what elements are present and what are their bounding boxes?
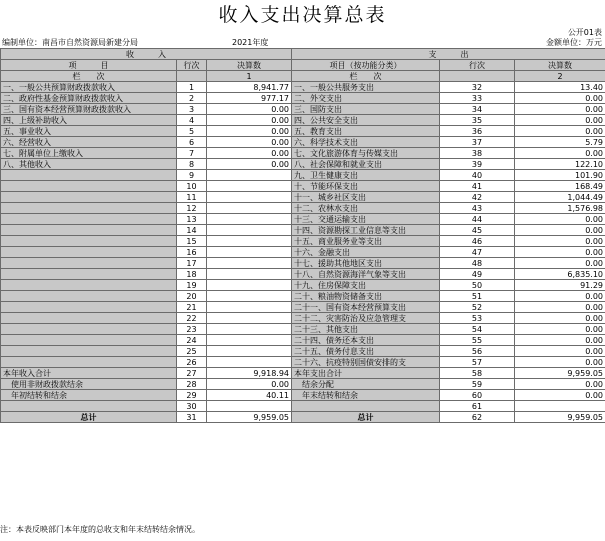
- report-title: 收入支出决算总表: [218, 4, 387, 26]
- income-item-cell: [1, 225, 177, 236]
- income-item-cell: 总计: [1, 412, 177, 423]
- expense-amount-cell: 0.00: [515, 379, 605, 390]
- expense-amount-cell: 9,959.05: [515, 412, 605, 423]
- expense-item-cell: 九、卫生健康支出: [292, 170, 440, 181]
- expense-item-cell: [292, 401, 440, 412]
- expense-rownum-cell: 61: [440, 401, 515, 412]
- expense-item-cell: 四、公共安全支出: [292, 115, 440, 126]
- expense-rownum-cell: 55: [440, 335, 515, 346]
- fiscal-year: 2021年度: [232, 38, 269, 47]
- income-amount-cell: [207, 357, 292, 368]
- expense-item-cell: 二十六、抗疫特别国债安排的支: [292, 357, 440, 368]
- income-rownum-cell: 3: [177, 104, 207, 115]
- expense-rownum-cell: 42: [440, 192, 515, 203]
- income-col-index: 1: [207, 71, 292, 82]
- income-rownum-cell: 29: [177, 390, 207, 401]
- income-amount-header: 决算数: [207, 60, 292, 71]
- income-item-cell: [1, 335, 177, 346]
- income-item-cell: 二、政府性基金预算财政拨款收入: [1, 93, 177, 104]
- expense-rownum-cell: 48: [440, 258, 515, 269]
- income-rownum-cell: 16: [177, 247, 207, 258]
- income-amount-cell: 0.00: [207, 148, 292, 159]
- table-row: [1, 335, 605, 346]
- expense-amount-cell: 1,576.98: [515, 203, 605, 214]
- income-rownum-cell: 31: [177, 412, 207, 423]
- expense-item-cell: 二、外交支出: [292, 93, 440, 104]
- income-item-cell: [1, 170, 177, 181]
- expense-item-cell: 二十一、国有资本经营预算支出: [292, 302, 440, 313]
- expense-rownum-header: 行次: [440, 60, 515, 71]
- expense-rownum-cell: 54: [440, 324, 515, 335]
- income-amount-cell: [207, 280, 292, 291]
- income-rownum-cell: 11: [177, 192, 207, 203]
- income-item-cell: [1, 192, 177, 203]
- income-rownum-cell: 5: [177, 126, 207, 137]
- income-rownum-cell: 15: [177, 236, 207, 247]
- expense-item-cell: 十九、住房保障支出: [292, 280, 440, 291]
- expense-rownum-cell: 35: [440, 115, 515, 126]
- table-row: [1, 247, 605, 258]
- expense-item-cell: 十七、援助其他地区支出: [292, 258, 440, 269]
- income-rownum-cell: 24: [177, 335, 207, 346]
- income-amount-cell: 9,918.94: [207, 368, 292, 379]
- amount-unit: 金额单位：万元: [546, 38, 602, 47]
- expense-rownum-cell: 49: [440, 269, 515, 280]
- expense-item-cell: 本年支出合计: [292, 368, 440, 379]
- income-amount-cell: [207, 313, 292, 324]
- expense-item-cell: 五、教育支出: [292, 126, 440, 137]
- income-item-cell: 八、其他收入: [1, 159, 177, 170]
- expense-item-cell: 二十三、其他支出: [292, 324, 440, 335]
- income-amount-cell: [207, 324, 292, 335]
- income-amount-cell: [207, 335, 292, 346]
- income-amount-cell: [207, 236, 292, 247]
- income-rownum-header: 行次: [177, 60, 207, 71]
- expense-amount-cell: 0.00: [515, 104, 605, 115]
- income-rownum-cell: 20: [177, 291, 207, 302]
- income-item-cell: [1, 324, 177, 335]
- expense-amount-cell: 168.49: [515, 181, 605, 192]
- table-row: [1, 324, 605, 335]
- expense-rownum-blank: [440, 71, 515, 82]
- expense-rownum-cell: 34: [440, 104, 515, 115]
- expense-item-cell: 十八、自然资源海洋气象等支出: [292, 269, 440, 280]
- expense-rownum-cell: 39: [440, 159, 515, 170]
- income-item-cell: [1, 291, 177, 302]
- expense-amount-cell: 91.29: [515, 280, 605, 291]
- expense-amount-cell: 0.00: [515, 324, 605, 335]
- income-item-header: 项 目: [1, 60, 177, 71]
- income-amount-cell: 0.00: [207, 104, 292, 115]
- expense-rownum-cell: 43: [440, 203, 515, 214]
- total-row: [1, 412, 605, 423]
- expense-rownum-cell: 32: [440, 82, 515, 93]
- income-amount-cell: 0.00: [207, 115, 292, 126]
- expense-rownum-cell: 62: [440, 412, 515, 423]
- expense-item-cell: 六、科学技术支出: [292, 137, 440, 148]
- table-row: [1, 280, 605, 291]
- income-rownum-cell: 14: [177, 225, 207, 236]
- expense-item-cell: 十六、金融支出: [292, 247, 440, 258]
- expense-amount-cell: 0.00: [515, 115, 605, 126]
- income-amount-cell: [207, 291, 292, 302]
- expense-amount-cell: 13.40: [515, 82, 605, 93]
- income-rownum-cell: 12: [177, 203, 207, 214]
- income-amount-cell: 977.17: [207, 93, 292, 104]
- table-row: [1, 148, 605, 159]
- income-item-cell: [1, 313, 177, 324]
- income-section-header: 收 入: [1, 49, 292, 60]
- income-rownum-cell: 25: [177, 346, 207, 357]
- income-item-cell: 使用非财政拨款结余: [1, 379, 177, 390]
- table-row: [1, 313, 605, 324]
- income-amount-cell: [207, 346, 292, 357]
- expense-item-cell: 十四、资源勘探工业信息等支出: [292, 225, 440, 236]
- expense-rownum-cell: 52: [440, 302, 515, 313]
- table-row: [1, 192, 605, 203]
- income-rownum-cell: 21: [177, 302, 207, 313]
- footnote: 注：本表反映部门本年度的总收支和年末结转结余情况。: [0, 525, 200, 534]
- income-amount-cell: [207, 269, 292, 280]
- income-rownum-cell: 8: [177, 159, 207, 170]
- income-amount-cell: 8,941.77: [207, 82, 292, 93]
- income-rownum-cell: 2: [177, 93, 207, 104]
- income-rownum-blank: [177, 71, 207, 82]
- expense-rownum-cell: 57: [440, 357, 515, 368]
- income-rownum-cell: 6: [177, 137, 207, 148]
- income-item-cell: 五、事业收入: [1, 126, 177, 137]
- income-item-cell: 六、经营收入: [1, 137, 177, 148]
- income-rownum-cell: 30: [177, 401, 207, 412]
- income-rownum-cell: 22: [177, 313, 207, 324]
- expense-amount-cell: 6,835.10: [515, 269, 605, 280]
- expense-amount-cell: 0.00: [515, 291, 605, 302]
- expense-section-header: 支 出: [292, 49, 605, 60]
- table-row: [1, 291, 605, 302]
- table-row: [1, 203, 605, 214]
- table-row: [1, 104, 605, 115]
- table-row: [1, 225, 605, 236]
- expense-amount-cell: 5.79: [515, 137, 605, 148]
- expense-rownum-cell: 41: [440, 181, 515, 192]
- expense-amount-cell: 0.00: [515, 302, 605, 313]
- income-rownum-cell: 28: [177, 379, 207, 390]
- expense-rownum-cell: 53: [440, 313, 515, 324]
- summary-row: [1, 379, 605, 390]
- income-rownum-cell: 27: [177, 368, 207, 379]
- expense-item-cell: 二十二、灾害防治及应急管理支: [292, 313, 440, 324]
- income-expense-table: [0, 48, 605, 423]
- income-item-cell: [1, 247, 177, 258]
- table-row: [1, 302, 605, 313]
- table-row: [1, 181, 605, 192]
- expense-item-cell: 十三、交通运输支出: [292, 214, 440, 225]
- expense-amount-cell: [515, 401, 605, 412]
- income-amount-cell: [207, 247, 292, 258]
- table-row: [1, 82, 605, 93]
- income-item-cell: [1, 258, 177, 269]
- summary-row: [1, 401, 605, 412]
- expense-rownum-cell: 33: [440, 93, 515, 104]
- income-item-cell: [1, 181, 177, 192]
- expense-amount-cell: 0.00: [515, 335, 605, 346]
- income-item-cell: [1, 236, 177, 247]
- section-header-row: [1, 49, 605, 60]
- expense-amount-cell: 0.00: [515, 313, 605, 324]
- income-item-cell: [1, 357, 177, 368]
- expense-rownum-cell: 51: [440, 291, 515, 302]
- income-item-cell: 年初结转和结余: [1, 390, 177, 401]
- income-item-cell: [1, 269, 177, 280]
- income-item-cell: 三、国有资本经营预算财政拨款收入: [1, 104, 177, 115]
- table-row: [1, 236, 605, 247]
- expense-col-label: 栏 次: [292, 71, 440, 82]
- table-row: [1, 258, 605, 269]
- expense-item-header: 项目（按功能分类）: [292, 60, 440, 71]
- table-row: [1, 115, 605, 126]
- income-amount-cell: 9,959.05: [207, 412, 292, 423]
- expense-rownum-cell: 40: [440, 170, 515, 181]
- table-row: [1, 214, 605, 225]
- table-row: [1, 159, 605, 170]
- expense-amount-cell: 0.00: [515, 214, 605, 225]
- expense-rownum-cell: 58: [440, 368, 515, 379]
- expense-item-cell: 二十五、债务付息支出: [292, 346, 440, 357]
- expense-item-cell: 十一、城乡社区支出: [292, 192, 440, 203]
- unit-label: 编制单位：南昌市自然资源局新建分局: [2, 38, 138, 47]
- expense-item-cell: 年末结转和结余: [292, 390, 440, 401]
- table-row: [1, 346, 605, 357]
- income-item-cell: 四、上级补助收入: [1, 115, 177, 126]
- expense-rownum-cell: 45: [440, 225, 515, 236]
- income-amount-cell: 0.00: [207, 126, 292, 137]
- expense-item-cell: 七、文化旅游体育与传媒支出: [292, 148, 440, 159]
- income-item-cell: 本年收入合计: [1, 368, 177, 379]
- table-row: [1, 170, 605, 181]
- expense-item-cell: 结余分配: [292, 379, 440, 390]
- income-rownum-cell: 23: [177, 324, 207, 335]
- expense-item-cell: 十二、农林水支出: [292, 203, 440, 214]
- income-amount-cell: 0.00: [207, 379, 292, 390]
- income-amount-cell: [207, 181, 292, 192]
- expense-amount-cell: 0.00: [515, 148, 605, 159]
- expense-item-cell: 一、一般公共服务支出: [292, 82, 440, 93]
- income-amount-cell: 0.00: [207, 159, 292, 170]
- expense-amount-cell: 0.00: [515, 126, 605, 137]
- income-amount-cell: [207, 302, 292, 313]
- income-item-cell: [1, 214, 177, 225]
- table-row: [1, 357, 605, 368]
- income-amount-cell: 40.11: [207, 390, 292, 401]
- expense-amount-cell: 0.00: [515, 236, 605, 247]
- expense-rownum-cell: 44: [440, 214, 515, 225]
- expense-amount-cell: 0.00: [515, 258, 605, 269]
- expense-item-cell: 三、国防支出: [292, 104, 440, 115]
- expense-rownum-cell: 46: [440, 236, 515, 247]
- expense-amount-cell: 0.00: [515, 225, 605, 236]
- table-row: [1, 126, 605, 137]
- expense-amount-cell: 0.00: [515, 247, 605, 258]
- income-amount-cell: [207, 258, 292, 269]
- income-rownum-cell: 19: [177, 280, 207, 291]
- expense-item-cell: 二十四、债务还本支出: [292, 335, 440, 346]
- table-row: [1, 93, 605, 104]
- income-item-cell: 一、一般公共预算财政拨款收入: [1, 82, 177, 93]
- expense-amount-cell: 122.10: [515, 159, 605, 170]
- expense-amount-cell: 0.00: [515, 357, 605, 368]
- income-rownum-cell: 9: [177, 170, 207, 181]
- expense-amount-cell: 0.00: [515, 346, 605, 357]
- income-amount-cell: 0.00: [207, 137, 292, 148]
- income-item-cell: [1, 401, 177, 412]
- expense-amount-cell: 0.00: [515, 93, 605, 104]
- income-rownum-cell: 10: [177, 181, 207, 192]
- income-amount-cell: [207, 203, 292, 214]
- expense-amount-cell: 9,959.05: [515, 368, 605, 379]
- income-rownum-cell: 18: [177, 269, 207, 280]
- income-item-cell: 七、附属单位上缴收入: [1, 148, 177, 159]
- expense-rownum-cell: 36: [440, 126, 515, 137]
- expense-rownum-cell: 60: [440, 390, 515, 401]
- income-item-cell: [1, 280, 177, 291]
- expense-rownum-cell: 50: [440, 280, 515, 291]
- expense-amount-header: 决算数: [515, 60, 605, 71]
- income-amount-cell: [207, 192, 292, 203]
- expense-item-cell: 总计: [292, 412, 440, 423]
- income-rownum-cell: 7: [177, 148, 207, 159]
- table-row: [1, 269, 605, 280]
- form-number: 公开01表: [567, 28, 602, 37]
- income-rownum-cell: 4: [177, 115, 207, 126]
- income-amount-cell: [207, 214, 292, 225]
- income-rownum-cell: 26: [177, 357, 207, 368]
- expense-amount-cell: 101.90: [515, 170, 605, 181]
- income-item-cell: [1, 346, 177, 357]
- expense-rownum-cell: 56: [440, 346, 515, 357]
- expense-item-cell: 二十、粮油物资储备支出: [292, 291, 440, 302]
- expense-rownum-cell: 59: [440, 379, 515, 390]
- income-rownum-cell: 17: [177, 258, 207, 269]
- expense-col-index: 2: [515, 71, 605, 82]
- expense-item-cell: 十、节能环保支出: [292, 181, 440, 192]
- column-index-row: [1, 71, 605, 82]
- table-row: [1, 137, 605, 148]
- income-rownum-cell: 13: [177, 214, 207, 225]
- expense-amount-cell: 1,044.49: [515, 192, 605, 203]
- income-amount-cell: [207, 401, 292, 412]
- column-header-row: [1, 60, 605, 71]
- income-col-label: 栏 次: [1, 71, 177, 82]
- income-amount-cell: [207, 225, 292, 236]
- expense-amount-cell: 0.00: [515, 390, 605, 401]
- expense-item-cell: 十五、商业服务业等支出: [292, 236, 440, 247]
- expense-item-cell: 八、社会保障和就业支出: [292, 159, 440, 170]
- expense-rownum-cell: 47: [440, 247, 515, 258]
- income-item-cell: [1, 203, 177, 214]
- income-amount-cell: [207, 170, 292, 181]
- income-item-cell: [1, 302, 177, 313]
- summary-row: [1, 390, 605, 401]
- expense-rownum-cell: 37: [440, 137, 515, 148]
- income-rownum-cell: 1: [177, 82, 207, 93]
- expense-rownum-cell: 38: [440, 148, 515, 159]
- summary-row: [1, 368, 605, 379]
